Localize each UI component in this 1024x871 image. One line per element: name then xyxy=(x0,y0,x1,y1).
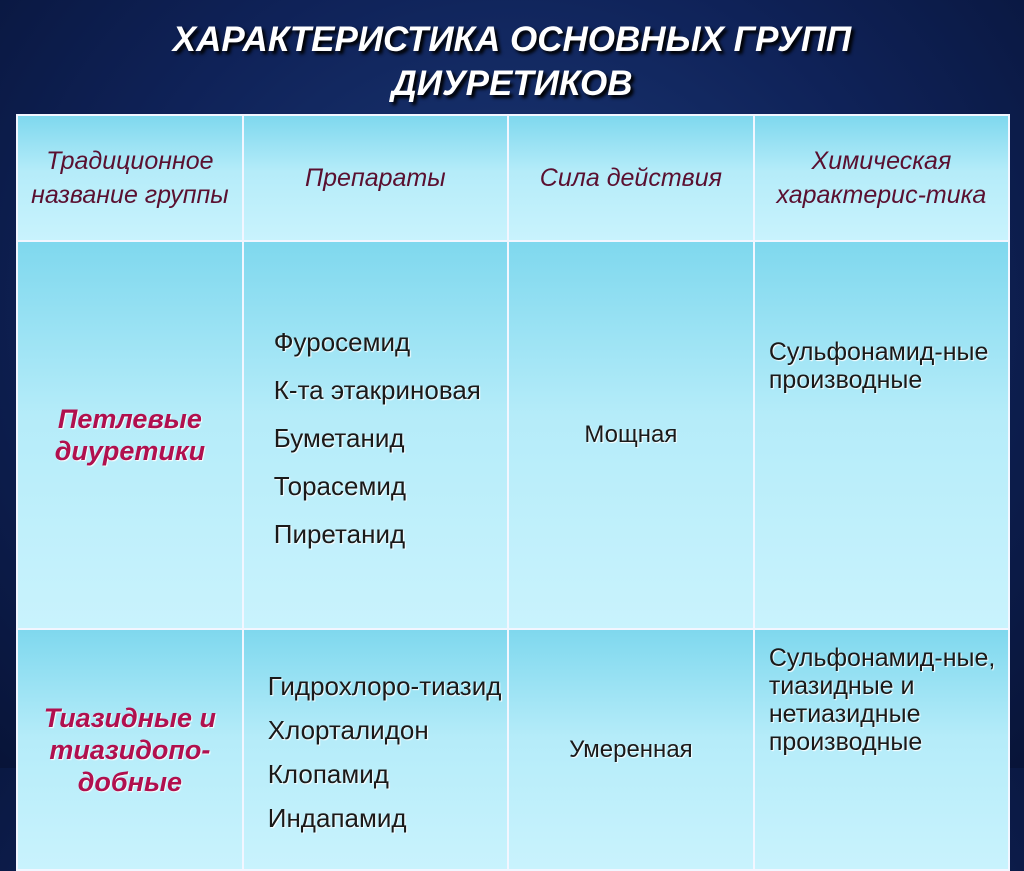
list-item: Фуросемид xyxy=(273,326,411,357)
list-item: Гидрохлоро-тиазид xyxy=(267,670,502,701)
diuretics-table xyxy=(16,114,1010,871)
slide-title-line-1: ХАРАКТЕРИСТИКА ОСНОВНЫХ ГРУПП xyxy=(172,20,852,59)
power-thiazide: Умеренная xyxy=(508,629,754,870)
table-row xyxy=(17,629,1009,870)
header-group-name: Традиционное название группы xyxy=(17,115,243,241)
power-loop: Мощная xyxy=(508,241,754,629)
chemistry-thiazide: Сульфонамид-ные, тиазидные и нетиазидные производные xyxy=(754,629,1009,870)
table-row xyxy=(17,241,1009,629)
list-item: Хлорталидон xyxy=(267,714,429,745)
group-name-loop: Петлевые диуретики xyxy=(17,241,243,629)
chemistry-loop: Сульфонамид-ные производные xyxy=(754,241,1009,629)
slide-title-line-2: ДИУРЕТИКОВ xyxy=(391,64,633,103)
drugs-cell-loop xyxy=(243,241,508,629)
list-item: Клопамид xyxy=(267,758,389,789)
drugs-cell-thiazide xyxy=(243,629,508,870)
list-item: Индапамид xyxy=(267,802,407,833)
header-power: Сила действия xyxy=(508,115,754,241)
list-item: К-та этакриновая xyxy=(273,374,481,405)
drug-list xyxy=(244,671,507,833)
group-name-thiazide: Тиазидные и тиазидопо-добные xyxy=(17,629,243,870)
list-item: Торасемид xyxy=(273,470,407,501)
table-header-row xyxy=(17,115,1009,241)
list-item: Пиретанид xyxy=(273,518,406,549)
header-chemistry: Химическая характерис-тика xyxy=(754,115,1009,241)
header-drugs: Препараты xyxy=(243,115,508,241)
list-item: Буметанид xyxy=(273,422,405,453)
drug-list xyxy=(244,327,507,549)
slide-title xyxy=(0,18,1024,106)
